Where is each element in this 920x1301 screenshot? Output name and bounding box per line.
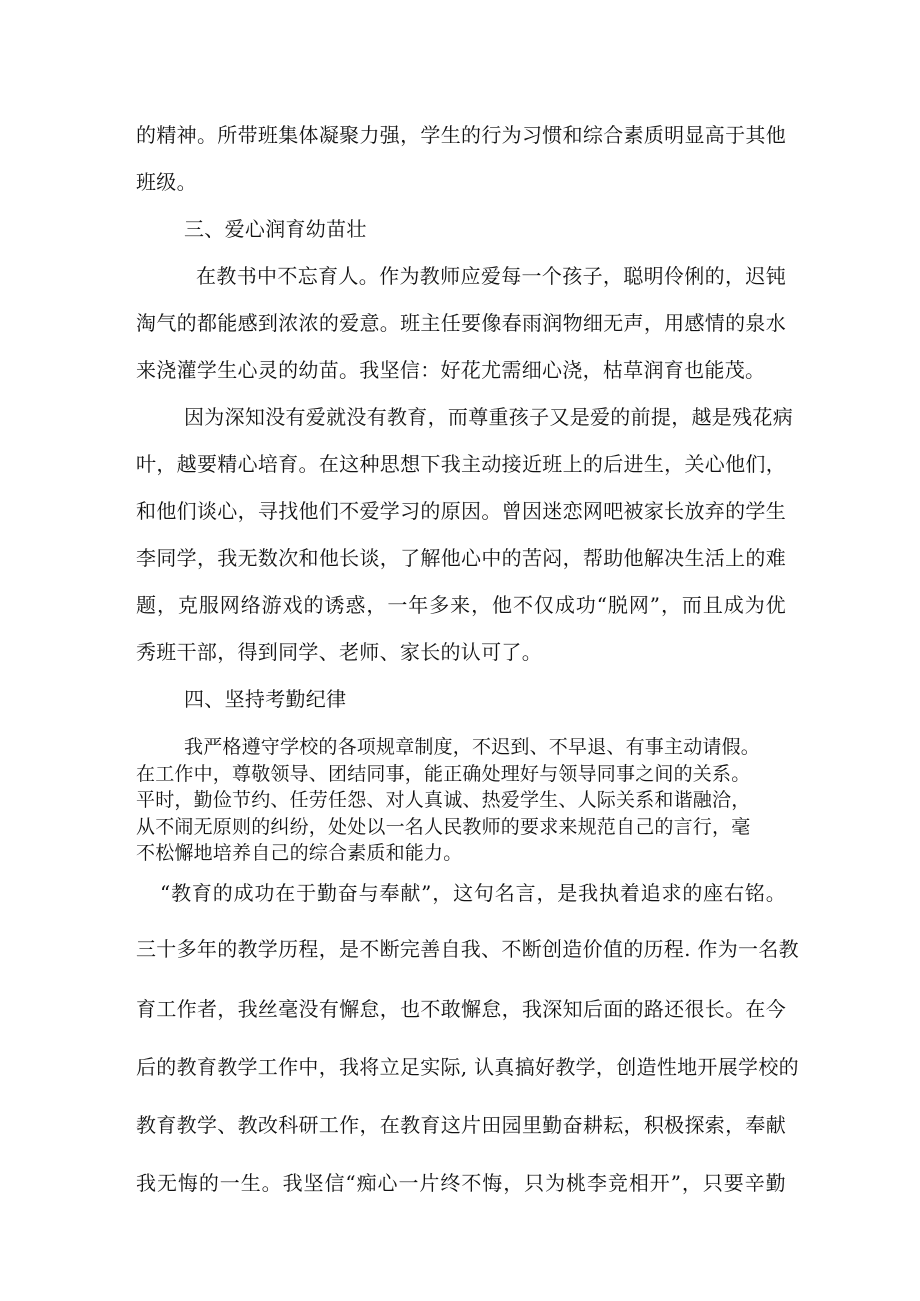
text-line: 和他们谈心，寻找他们不爱学习的原因。曾因迷恋网吧被家长放弃的学生 (136, 499, 786, 523)
text-line: 来浇灌学生心灵的幼苗。我坚信：好花尤需细心浇，枯草润育也能茂。 (136, 358, 766, 382)
text-line: 后的教育教学工作中，我将立足实际, 认真搞好教学，创造性地开展学校的 (136, 1055, 799, 1079)
text-line: 秀班干部，得到同学、老师、家长的认可了。 (136, 640, 542, 664)
text-line: 李同学，我无数次和他长谈，了解他心中的苦闷，帮助他解决生活上的难 (136, 546, 786, 570)
text-line: 我无悔的一生。我坚信“痴心一片终不悔，只为桃李竞相开”，只要辛勤 (136, 1171, 786, 1195)
text-line: 在工作中，尊敬领导、团结同事，能正确处理好与领导同事之间的关系。 (136, 763, 751, 785)
text-line: “教育的成功在于勤奋与奉献”，这句名言，是我执着追求的座右铭。 (160, 881, 786, 905)
section-heading: 三、爱心润育幼苗壮 (184, 217, 367, 241)
text-line: 班级。 (136, 170, 197, 194)
text-line: 育工作者，我丝毫没有懈怠，也不敢懈怠，我深知后面的路还很长。在今 (136, 997, 786, 1021)
text-line: 平时，勤俭节约、任劳任怨、对人真诚、热爱学生、人际关系和谐融洽， (136, 789, 751, 811)
section-heading: 四、坚持考勤纪律 (184, 687, 347, 711)
text-line: 教育教学、教改科研工作，在教育这片田园里勤奋耕耘，积极探索，奉献 (136, 1113, 786, 1137)
text-line: 因为深知没有爱就没有教育，而尊重孩子又是爱的前提，越是残花病 (184, 405, 793, 429)
text-line: 淘气的都能感到浓浓的爱意。班主任要像春雨润物细无声，用感情的泉水 (136, 311, 786, 335)
text-line: 题，克服网络游戏的诱惑，一年多来，他不仅成功“脱网”，而且成为优 (136, 593, 786, 617)
text-line: 我严格遵守学校的各项规章制度，不迟到、不早退、有事主动请假。 (184, 736, 761, 758)
text-line: 在教书中不忘育人。作为教师应爱每一个孩子，聪明伶俐的，迟钝 (196, 264, 786, 288)
text-line: 的精神。所带班集体凝聚力强，学生的行为习惯和综合素质明显高于其他 (136, 123, 786, 147)
text-line: 从不闹无原则的纠纷，处处以一名人民教师的要求来规范自己的言行，毫 (136, 816, 751, 838)
text-line: 叶，越要精心培育。在这种思想下我主动接近班上的后进生，关心他们， (136, 452, 786, 476)
text-line: 三十多年的教学历程，是不断完善自我、不断创造价值的历程. 作为一名教 (136, 937, 799, 961)
text-line: 不松懈地培养自己的综合素质和能力。 (136, 842, 463, 864)
